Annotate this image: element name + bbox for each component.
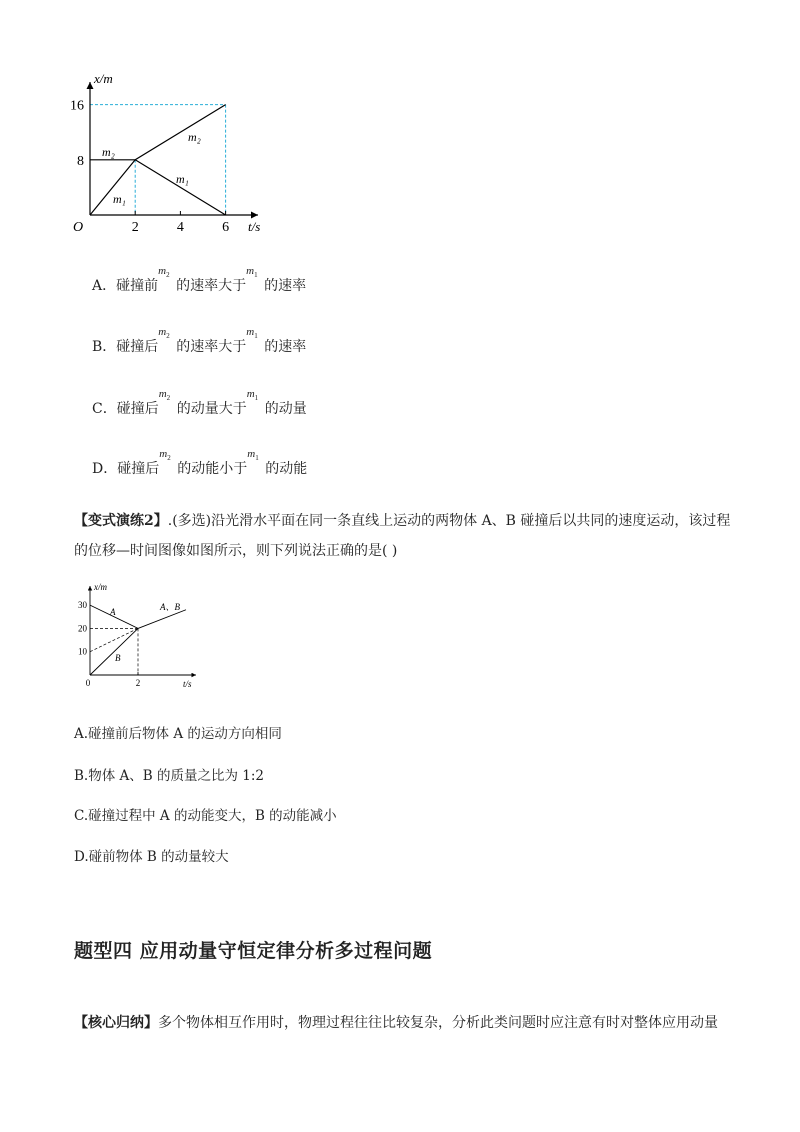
- chart-1-xt-graph: [70, 70, 280, 240]
- chart-2-series-A、B: [138, 610, 186, 629]
- mass-symbol-m2: $m_2$: [158, 326, 170, 341]
- option-mid: 的动能小于: [177, 461, 248, 477]
- chart-2-ytick-label: 20: [78, 623, 87, 634]
- chart-2-xtick-label: 2: [135, 678, 141, 688]
- option1-A: [92, 265, 307, 301]
- chart-1-xtick-label: 6: [222, 220, 230, 235]
- section-heading: 题型四 应用动量守恒定律分析多过程问题: [74, 940, 433, 962]
- option2-A: A.碰撞前后物体 A 的运动方向相同: [74, 726, 282, 742]
- chart-1-xlabel: t/s: [248, 219, 261, 234]
- option-pre: 碰撞后: [117, 461, 160, 477]
- option1-D: [92, 448, 308, 484]
- option-mid: 的速率大于: [176, 278, 247, 294]
- core-tag: 【核心归纳】: [74, 1015, 158, 1031]
- chart-2-xtick-label: 0: [85, 678, 91, 688]
- chart-1-label-m2-before: m₂: [102, 145, 115, 159]
- option-letter: D．: [92, 461, 118, 477]
- option-pre: 碰撞后: [116, 339, 159, 355]
- option-mid: 的动量大于: [176, 401, 247, 417]
- exercise-2-line1: .(多选)沿光滑水平面在同一条直线上运动的两物体 A、B 碰撞后以共同的速度运动，该过程: [167, 513, 731, 529]
- exercise-2-line2: 的位移—时间图像如图所示，则下列说法正确的是( ): [74, 543, 398, 559]
- chart-2-xt-graph: [70, 580, 210, 692]
- option2-B: B.物体 A、B 的质量之比为 1:2: [74, 768, 264, 784]
- chart-1-label-m2-after: m₂: [188, 130, 201, 144]
- chart-1-ylabel: x/m: [94, 71, 113, 86]
- chart-2-series-B: [90, 628, 138, 675]
- option-letter: A．: [92, 278, 117, 294]
- core-text: 多个物体相互作用时，物理过程往往比较复杂，分析此类问题时应注意有时对整体应用动量: [158, 1015, 718, 1031]
- chart-2-guide-diag-10: [90, 628, 138, 651]
- mass-symbol-m2: $m_2$: [158, 265, 170, 280]
- option1-B: [92, 326, 307, 362]
- mass-symbol-m1: $m_1$: [246, 388, 259, 403]
- chart-2-label-A: A: [110, 607, 116, 617]
- chart-2-label-AB: A、B: [160, 602, 180, 612]
- option-pre: 碰撞前: [116, 278, 159, 294]
- mass-symbol-m1: $m_1$: [247, 448, 259, 463]
- exercise-2-text: [74, 506, 734, 566]
- option-letter: C．: [92, 401, 117, 417]
- option-post: 的动能: [265, 461, 308, 477]
- option1-C: [92, 388, 307, 424]
- chart-2-ylabel: x/m: [94, 582, 107, 592]
- mass-symbol-m1: $m_1$: [246, 265, 258, 280]
- chart-2-xlabel: t/s: [183, 679, 192, 689]
- chart-1-ytick-label: 8: [77, 153, 84, 169]
- mass-symbol-m1: $m_1$: [246, 326, 258, 341]
- option-post: 的速率: [264, 278, 307, 294]
- mass-symbol-m2: $m_2$: [158, 388, 171, 403]
- chart-1-xtick-label: O: [72, 220, 84, 235]
- chart-1-series: [90, 105, 226, 215]
- core-summary: [74, 1008, 734, 1038]
- mass-symbol-m2: $m_2$: [159, 448, 171, 463]
- chart-1-xtick-label: 2: [131, 220, 139, 235]
- option-mid: 的速率大于: [176, 339, 247, 355]
- chart-2-ytick-label: 10: [78, 646, 87, 657]
- option-post: 的动量: [264, 401, 307, 417]
- chart-2-label-B: B: [115, 653, 121, 663]
- chart-1-series-m1: [90, 160, 226, 215]
- exercise-2-tag: 【变式演练2】: [74, 513, 168, 529]
- chart-1-label-m1-after: m₁: [176, 172, 189, 186]
- chart-1-xtick-label: 4: [176, 220, 184, 235]
- option-letter: B．: [92, 339, 117, 355]
- option-post: 的速率: [264, 339, 307, 355]
- option-pre: 碰撞后: [116, 401, 159, 417]
- chart-1-label-m1-before: m₁: [113, 192, 126, 206]
- option2-D: D.碰前物体 B 的动量较大: [74, 849, 229, 865]
- chart-2-ytick-label: 30: [78, 600, 87, 611]
- option2-C: C.碰撞过程中 A 的动能变大，B 的动能减小: [74, 808, 337, 824]
- chart-1-ytick-label: 16: [70, 98, 84, 114]
